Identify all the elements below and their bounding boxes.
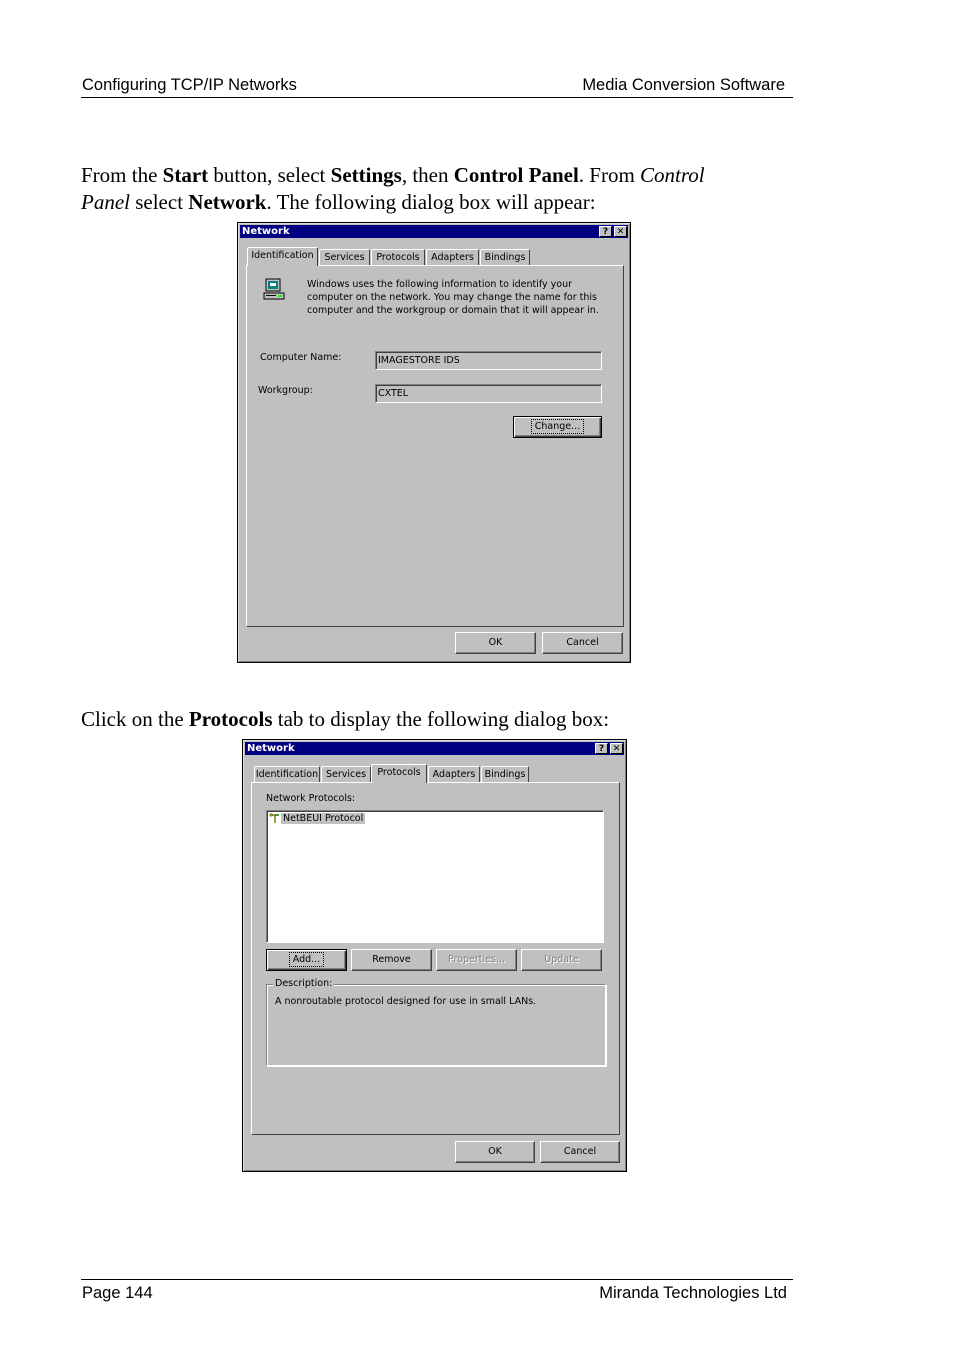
- protocols-paragraph: Click on the Protocols tab to display the following dialog box:: [81, 707, 610, 731]
- header-left: Configuring TCP/IP Networks: [82, 76, 297, 94]
- tab-adapters[interactable]: Adapters: [428, 766, 480, 782]
- ok-button[interactable]: OK: [455, 1141, 535, 1163]
- help-button[interactable]: ?: [595, 743, 608, 754]
- tab-strip: [247, 247, 627, 265]
- tab-services[interactable]: Services: [319, 249, 370, 265]
- tab-adapters[interactable]: Adapters: [426, 249, 479, 265]
- identification-panel: [246, 265, 624, 627]
- info-text-line-1: Windows uses the following information to identify your: [307, 279, 573, 290]
- description-label: Description:: [275, 978, 333, 989]
- title-bar: [245, 742, 624, 755]
- computer-name-label: Computer Name:: [260, 352, 342, 363]
- network-dialog-identification: [237, 222, 631, 663]
- tab-bindings[interactable]: Bindings: [481, 766, 529, 782]
- workgroup-label: Workgroup:: [258, 385, 313, 396]
- info-text-line-3: computer and the workgroup or domain that it will appear in.: [307, 305, 599, 316]
- dialog-title: Network: [242, 226, 290, 237]
- protocols-listbox[interactable]: [266, 810, 604, 943]
- computer-icon: [262, 278, 288, 304]
- intro-paragraph: From the Start button, select Settings, then Control Panel. From Control Panel select Network. The following dialog box will appear:: [81, 163, 705, 214]
- page-footer: [81, 1279, 793, 1306]
- tab-identification[interactable]: Identification: [254, 766, 320, 782]
- header-right: Media Conversion Software: [582, 76, 785, 94]
- footer-right: Miranda Technologies Ltd: [599, 1284, 787, 1302]
- description-group: [266, 978, 606, 1066]
- help-button[interactable]: ?: [599, 226, 612, 237]
- protocol-name: NetBEUI Protocol: [283, 813, 364, 824]
- change-button-label: Change...: [534, 421, 581, 432]
- protocols-panel: [251, 782, 620, 1135]
- properties-button[interactable]: Properties...: [436, 949, 517, 971]
- protocol-icon: [269, 813, 281, 824]
- tab-identification[interactable]: Identification: [247, 247, 318, 266]
- info-text-line-2: computer on the network. You may change the name for this: [307, 292, 598, 303]
- list-item[interactable]: [269, 813, 365, 825]
- cancel-button[interactable]: Cancel: [542, 632, 623, 654]
- page-header: [81, 75, 793, 98]
- footer-left: Page 144: [82, 1284, 153, 1302]
- add-button[interactable]: [266, 949, 347, 971]
- cancel-button[interactable]: Cancel: [540, 1141, 620, 1163]
- close-button[interactable]: ✕: [614, 226, 627, 237]
- dialog-title: Network: [247, 743, 295, 754]
- close-button[interactable]: ✕: [610, 743, 623, 754]
- computer-name-field[interactable]: IMAGESTORE IDS: [375, 351, 602, 370]
- workgroup-field[interactable]: CXTEL: [375, 384, 602, 403]
- tab-bindings[interactable]: Bindings: [480, 249, 530, 265]
- tab-protocols[interactable]: Protocols: [371, 764, 427, 783]
- ok-button[interactable]: OK: [455, 632, 536, 654]
- tab-strip: [252, 764, 622, 782]
- network-protocols-label: Network Protocols:: [266, 793, 356, 804]
- remove-button[interactable]: Remove: [351, 949, 432, 971]
- description-text: A nonroutable protocol designed for use in small LANs.: [275, 996, 537, 1007]
- tab-services[interactable]: Services: [321, 766, 371, 782]
- change-button[interactable]: [513, 416, 602, 438]
- network-dialog-protocols: [242, 739, 627, 1172]
- add-button-label: Add...: [292, 954, 321, 965]
- update-button[interactable]: Update: [521, 949, 602, 971]
- tab-protocols[interactable]: Protocols: [371, 249, 425, 265]
- title-bar: [240, 225, 628, 238]
